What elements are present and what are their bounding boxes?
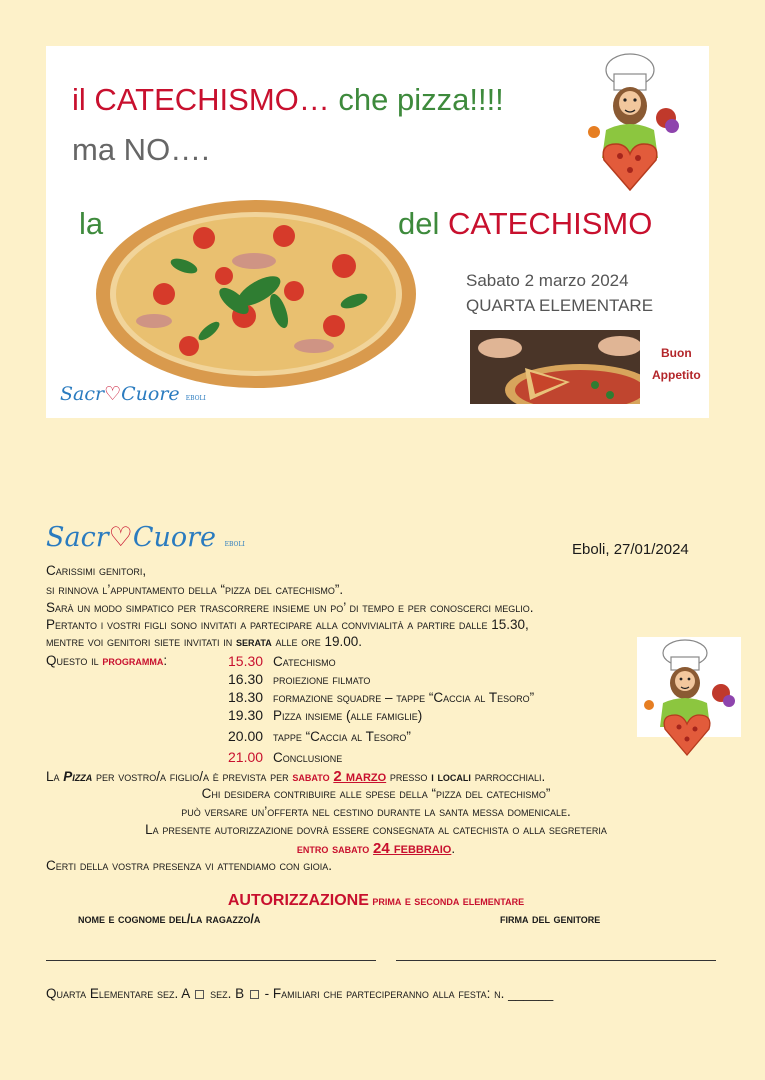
program-time: 15.30 <box>228 653 264 669</box>
footer-line: Quarta Elementare sez. A sez. B - Familiari che parteciperanno alla festa: n. ______ <box>46 986 554 1001</box>
letter-date: Eboli, 27/01/2024 <box>572 541 689 558</box>
program-time: 16.30 <box>228 671 264 687</box>
flyer-del-catechismo: del CATECHISMO <box>398 206 653 241</box>
program-desc: Conclusione <box>273 750 343 765</box>
closing-line: Certi della vostra presenza vi attendiamo con gioia. <box>46 858 332 873</box>
letter-line: può versare un’offerta nel cestino durante la santa messa domenicale. <box>181 804 571 819</box>
sacrocuore-logo-small: Sacr♡Cuore EBOLI <box>60 383 206 405</box>
heart-icon: ♡ <box>108 522 133 553</box>
chef-illustration <box>637 637 741 759</box>
program-heading: Questo il programma: <box>46 653 168 668</box>
authorization-title: AUTORIZZAZIONE prima e seconda elementare <box>227 892 525 909</box>
program-desc: tappe “Caccia al Tesoro” <box>273 729 411 744</box>
program-time: 18.30 <box>228 689 264 705</box>
letter-line: Sarà un modo simpatico per trascorrere insieme un po’ di tempo e per conoscerci meglio. <box>46 600 534 615</box>
program-time: 21.00 <box>228 749 264 765</box>
child-name-label: nome e cognome del/la ragazzo/a <box>78 912 261 926</box>
deadline-line: entro sabato 24 febbraio. <box>296 840 456 857</box>
buon-appetito: Buon Appetito <box>652 346 701 382</box>
flyer-event-date: Sabato 2 marzo 2024 <box>466 271 629 290</box>
flyer-title: il CATECHISMO… che pizza!!!! <box>72 82 504 117</box>
program-desc: Pizza insieme (alle famiglie) <box>273 708 423 723</box>
letter-line: mentre voi genitori siete invitati in serata alle ore 19.00. <box>46 634 363 649</box>
section-a-checkbox[interactable] <box>195 990 204 999</box>
flyer-class: QUARTA ELEMENTARE <box>466 296 654 315</box>
pizza-slice-photo <box>470 330 640 404</box>
pizza-date-line: La Pizza per vostro/a figlio/a è prevista per sabato 2 marzo presso i locali parrocchiali. <box>46 768 546 785</box>
program-time: 19.30 <box>228 707 264 723</box>
letter-line: si rinnova l’appuntamento della “pizza del catechismo”. <box>46 582 344 597</box>
letter-line: Chi desidera contribuire alle spese della “pizza del catechismo” <box>201 786 551 801</box>
parent-signature-label: firma del genitore <box>500 912 601 926</box>
section-b-checkbox[interactable] <box>250 990 259 999</box>
pizza-illustration <box>94 196 418 392</box>
program-desc: proiezione filmato <box>273 672 371 687</box>
program-desc: formazione squadre – tappe “Caccia al Tesoro” <box>273 690 535 705</box>
event-flyer <box>46 46 709 418</box>
flyer-subtitle: ma NO…. <box>72 132 210 167</box>
flyer-la: la <box>79 206 104 241</box>
program-desc: Catechismo <box>273 654 336 669</box>
chef-illustration <box>582 48 682 198</box>
letter-line: La presente autorizzazione dovrà essere consegnata al catechista o alla segreteria <box>145 822 607 837</box>
letter-greeting: Carissimi genitori, <box>46 563 147 578</box>
child-name-field[interactable] <box>46 960 376 961</box>
parent-signature-field[interactable] <box>396 960 716 961</box>
sacrocuore-logo: Sacr♡Cuore EBOLI <box>46 522 245 553</box>
letter-line: Pertanto i vostri figli sono invitati a partecipare alla convivialità a partire dalle 15.30, <box>46 617 529 632</box>
program-time: 20.00 <box>228 728 264 744</box>
heart-icon: ♡ <box>104 383 122 405</box>
